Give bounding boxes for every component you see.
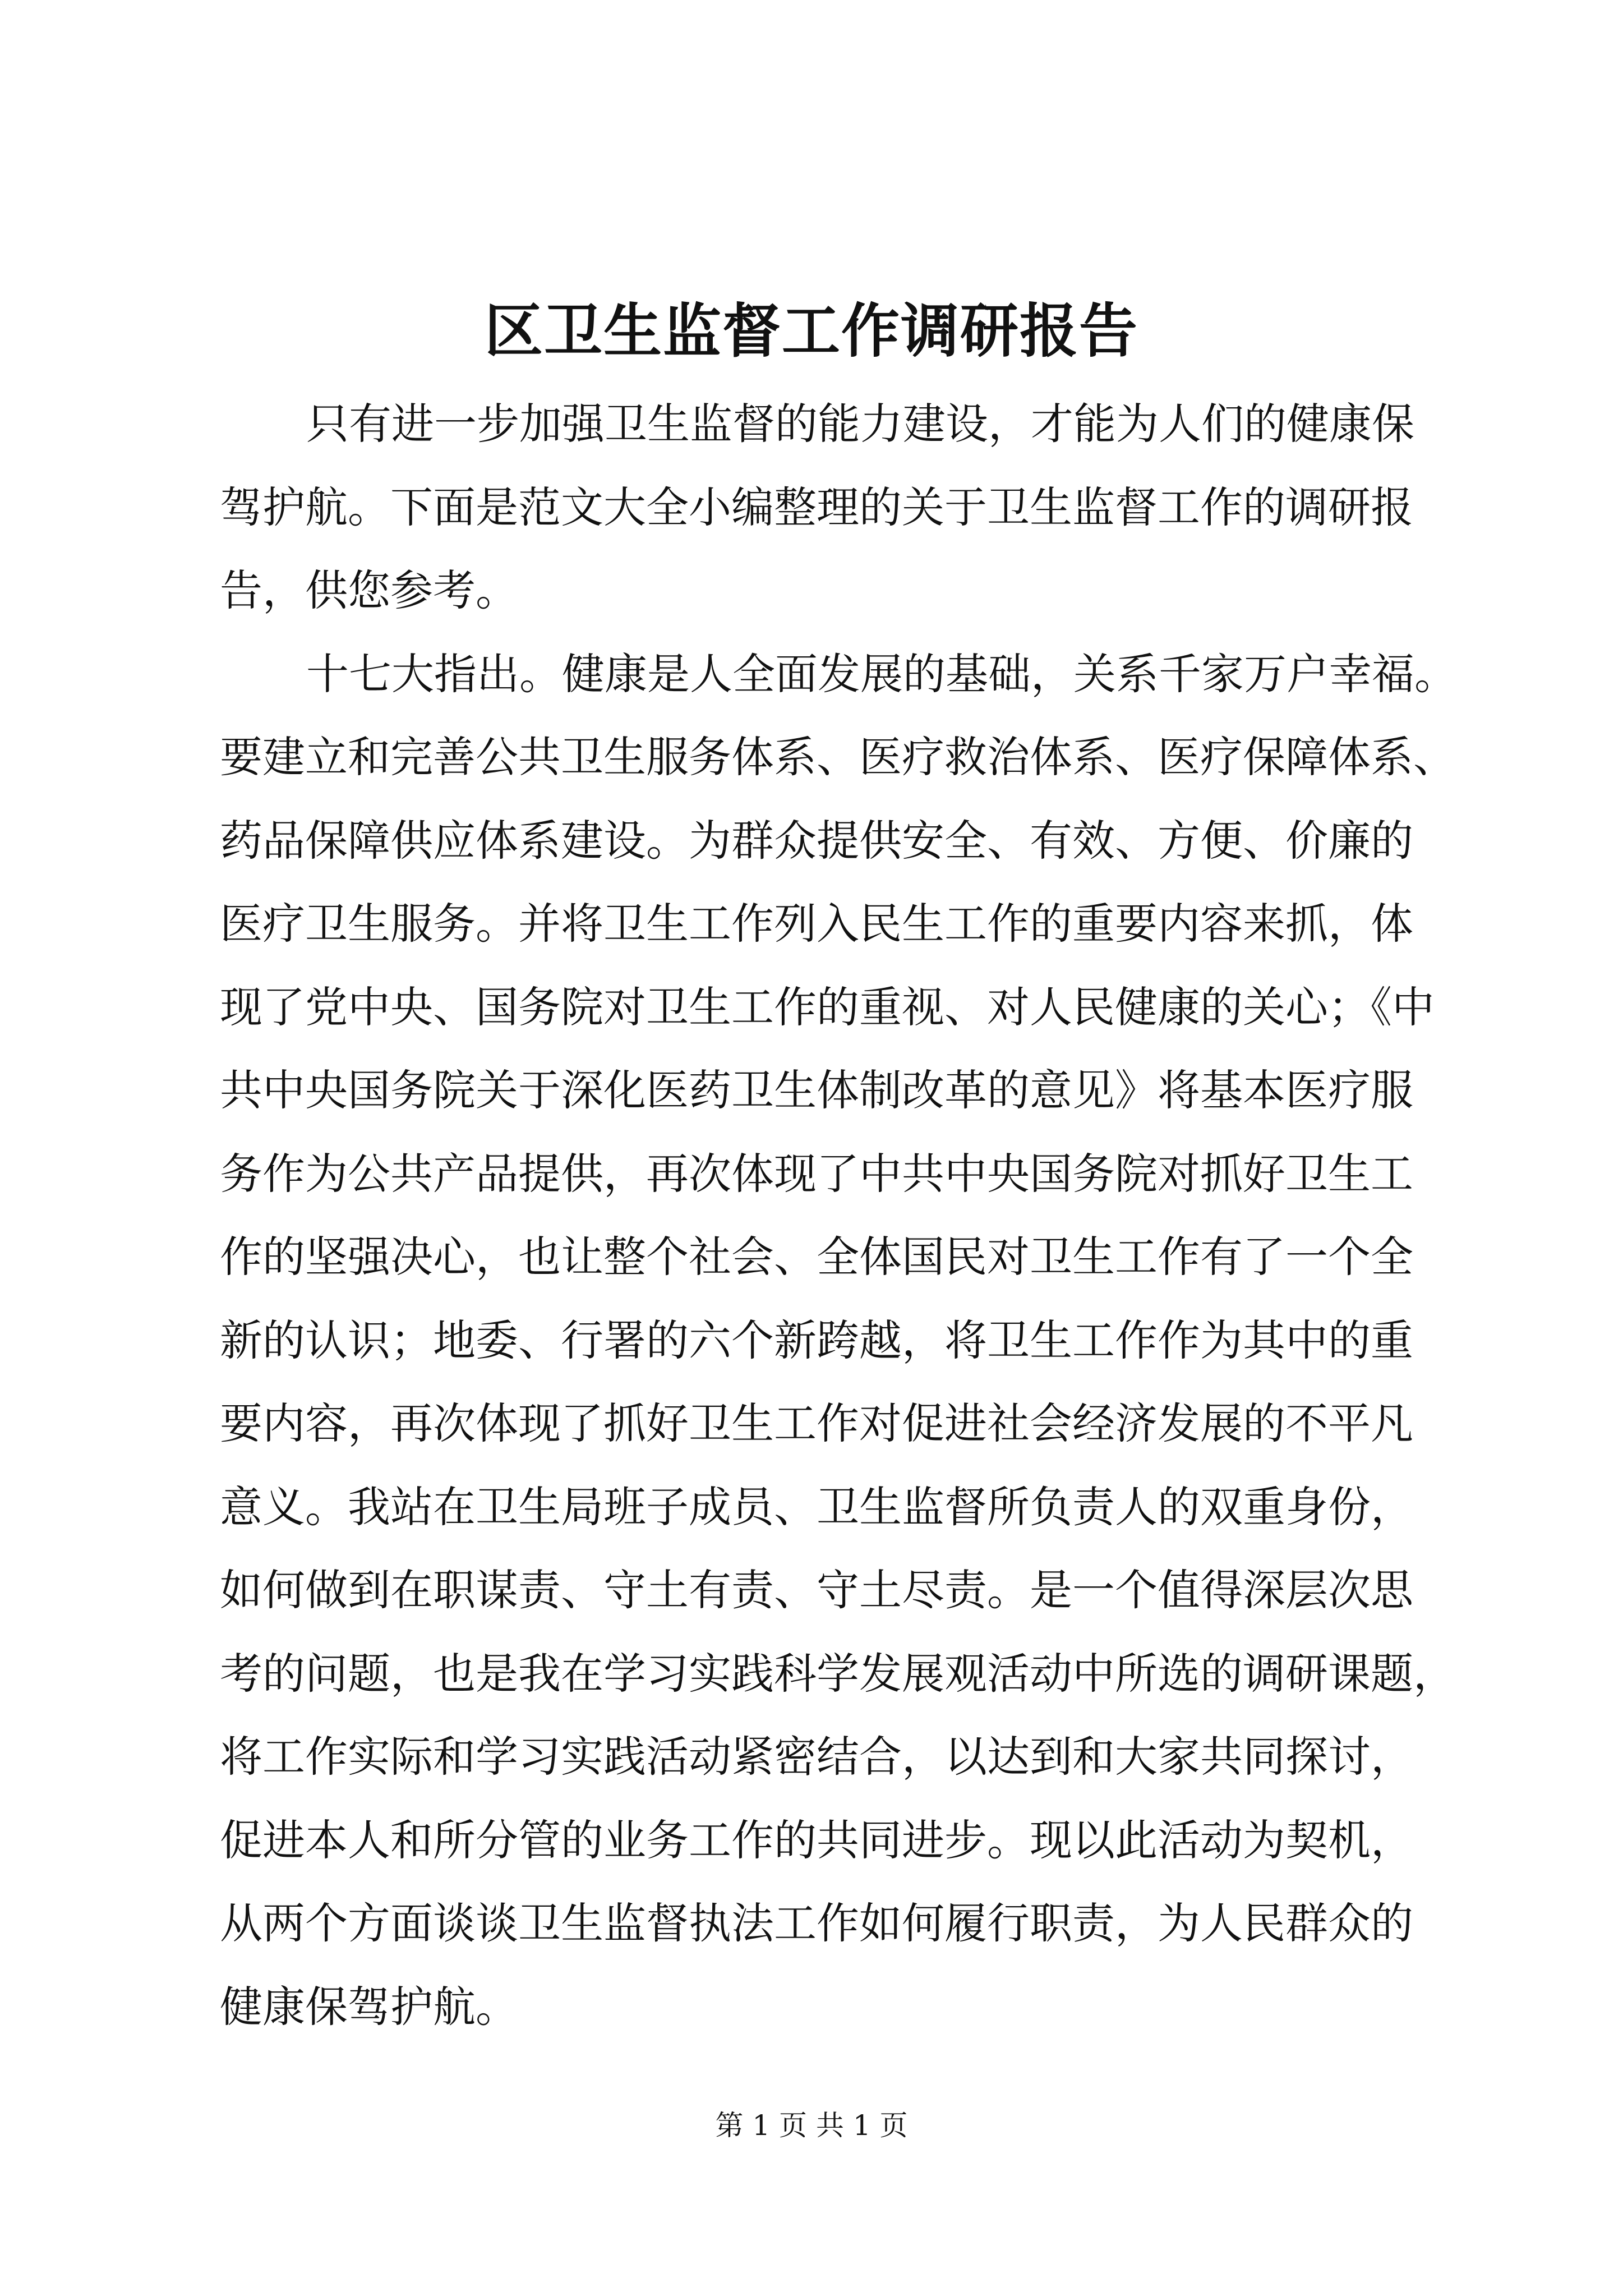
document-title: 区卫生监督工作调研报告 xyxy=(484,296,1138,365)
text-line: 考的问题，也是我在学习实践科学发展观活动中所选的调研课题， xyxy=(220,1648,1456,1699)
text-line: 作的坚强决心，也让整个社会、全体国民对卫生工作有了一个全 xyxy=(220,1232,1413,1282)
text-line: 要内容，再次体现了抓好卫生工作对促进社会经济发展的不平凡 xyxy=(220,1398,1413,1448)
text-line: 将工作实际和学习实践活动紧密结合，以达到和大家共同探讨， xyxy=(220,1732,1413,1782)
paragraph-main xyxy=(220,633,1457,2049)
text-line: 促进本人和所分管的业务工作的共同进步。现以此活动为契机， xyxy=(220,1815,1413,1865)
text-line: 共中央国务院关于深化医药卫生体制改革的意见》将基本医疗服 xyxy=(220,1065,1413,1115)
text-line: 意义。我站在卫生局班子成员、卫生监督所负责人的双重身份， xyxy=(220,1481,1413,1532)
text-line: 健康保驾护航。 xyxy=(220,1981,518,2032)
text-line: 新的认识；地委、行署的六个新跨越，将卫生工作作为其中的重 xyxy=(220,1315,1413,1365)
text-line: 务作为公共产品提供，再次体现了中共中央国务院对抓好卫生工 xyxy=(220,1148,1413,1199)
paragraph-intro xyxy=(220,383,1414,633)
text-line: 如何做到在职谋责、守土有责、守土尽责。是一个值得深层次思 xyxy=(220,1565,1413,1615)
page-footer: 第 1 页 共 1 页 xyxy=(715,2109,908,2142)
document-body xyxy=(220,383,1457,2049)
text-line: 药品保障供应体系建设。为群众提供安全、有效、方便、价廉的 xyxy=(220,815,1413,866)
text-line: 要建立和完善公共卫生服务体系、医疗救治体系、医疗保障体系、 xyxy=(220,732,1456,782)
text-line: 现了党中央、国务院对卫生工作的重视、对人民健康的关心；《中 xyxy=(220,982,1435,1032)
text-line: 告，供您参考。 xyxy=(220,565,518,615)
text-line: 从两个方面谈谈卫生监督执法工作如何履行职责，为人民群众的 xyxy=(220,1898,1413,1948)
text-line: 只有进一步加强卫生监督的能力建设，才能为人们的健康保 xyxy=(306,399,1414,449)
text-line: 驾护航。下面是范文大全小编整理的关于卫生监督工作的调研报 xyxy=(220,482,1413,532)
text-line: 医疗卫生服务。并将卫生工作列入民生工作的重要内容来抓，体 xyxy=(220,899,1413,949)
text-line: 十七大指出。健康是人全面发展的基础，关系千家万户幸福。 xyxy=(306,648,1457,699)
